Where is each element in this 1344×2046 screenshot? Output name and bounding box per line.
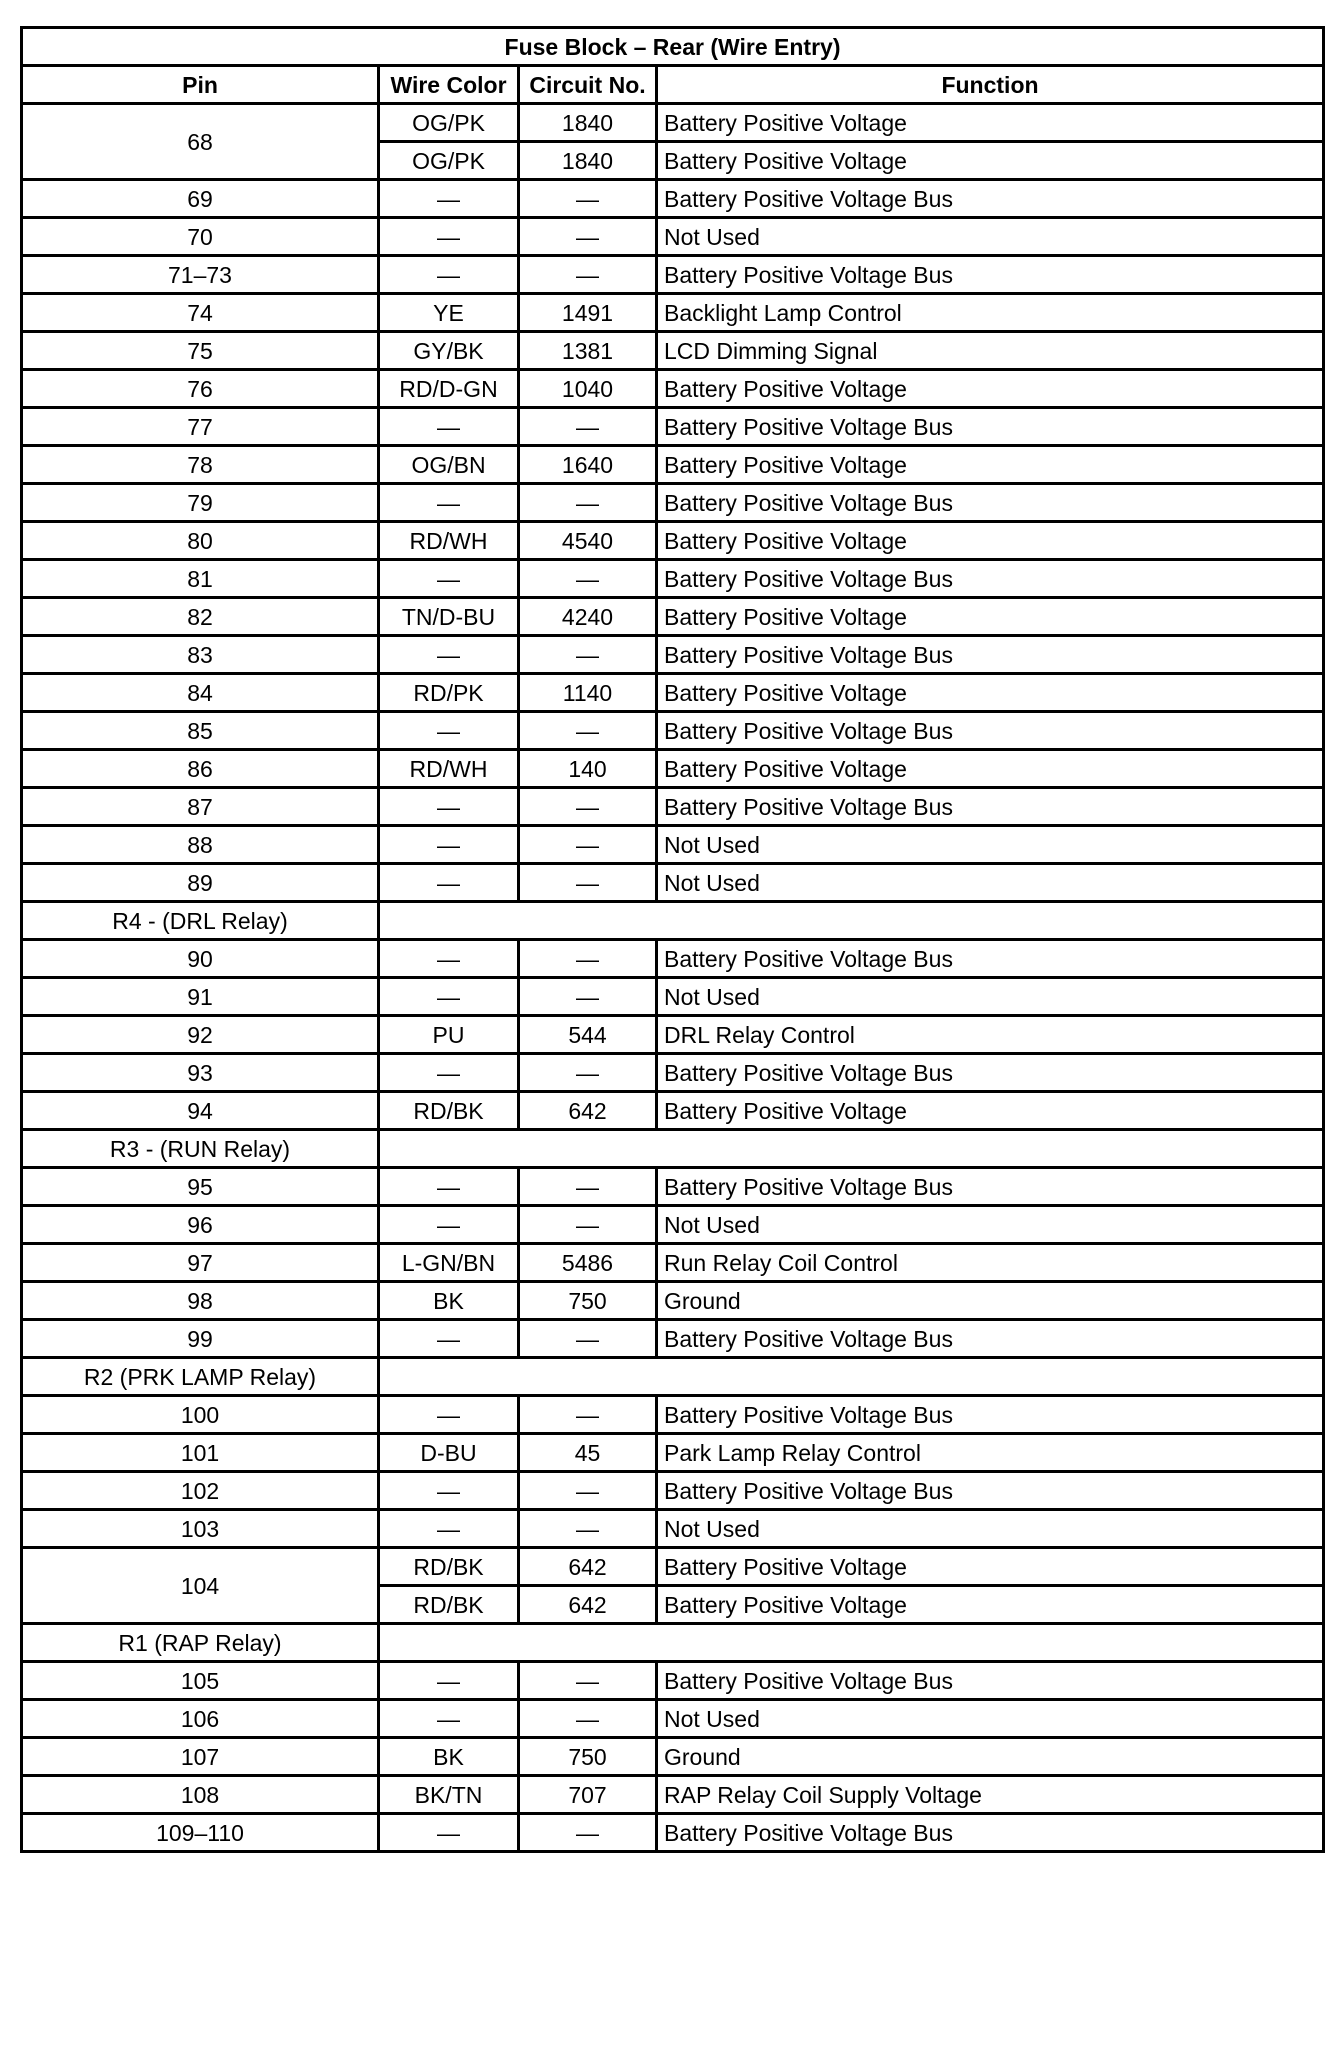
- pin-cell: 104: [22, 1548, 379, 1624]
- function-cell: Not Used: [657, 1510, 1324, 1548]
- pin-cell: 80: [22, 522, 379, 560]
- wire-color-cell: L-GN/BN: [379, 1244, 519, 1282]
- function-cell: Battery Positive Voltage Bus: [657, 1320, 1324, 1358]
- pin-cell: 92: [22, 1016, 379, 1054]
- pin-cell: 102: [22, 1472, 379, 1510]
- circuit-cell: 4540: [519, 522, 657, 560]
- table-row: [22, 1282, 1324, 1320]
- circuit-cell: 1840: [519, 104, 657, 142]
- table-row: [22, 636, 1324, 674]
- pin-cell: 89: [22, 864, 379, 902]
- circuit-cell: 1491: [519, 294, 657, 332]
- circuit-cell: —: [519, 826, 657, 864]
- function-cell: Battery Positive Voltage: [657, 522, 1324, 560]
- pin-cell: 105: [22, 1662, 379, 1700]
- wire-color-cell: —: [379, 218, 519, 256]
- pin-cell: 90: [22, 940, 379, 978]
- title-row: [22, 28, 1324, 66]
- function-cell: Battery Positive Voltage Bus: [657, 712, 1324, 750]
- pin-cell: 81: [22, 560, 379, 598]
- circuit-cell: —: [519, 1814, 657, 1852]
- function-cell: LCD Dimming Signal: [657, 332, 1324, 370]
- circuit-cell: —: [519, 978, 657, 1016]
- circuit-cell: 140: [519, 750, 657, 788]
- circuit-cell: —: [519, 1472, 657, 1510]
- wire-color-cell: —: [379, 180, 519, 218]
- pin-cell: 76: [22, 370, 379, 408]
- function-cell: Battery Positive Voltage Bus: [657, 636, 1324, 674]
- circuit-cell: —: [519, 1662, 657, 1700]
- circuit-cell: —: [519, 864, 657, 902]
- pin-cell: 99: [22, 1320, 379, 1358]
- function-cell: Not Used: [657, 978, 1324, 1016]
- wire-color-cell: —: [379, 712, 519, 750]
- wire-color-cell: —: [379, 1510, 519, 1548]
- function-cell: Battery Positive Voltage Bus: [657, 788, 1324, 826]
- wire-color-cell: BK: [379, 1282, 519, 1320]
- table-row: [22, 294, 1324, 332]
- pin-cell: 98: [22, 1282, 379, 1320]
- pin-cell: 75: [22, 332, 379, 370]
- function-cell: Not Used: [657, 864, 1324, 902]
- table-row: [22, 104, 1324, 142]
- function-cell: Battery Positive Voltage: [657, 446, 1324, 484]
- circuit-cell: —: [519, 1510, 657, 1548]
- fuse-block-document: [20, 26, 1322, 2022]
- section-row: [22, 1624, 1324, 1662]
- function-cell: Battery Positive Voltage: [657, 1586, 1324, 1624]
- circuit-cell: —: [519, 218, 657, 256]
- table-row: [22, 446, 1324, 484]
- pin-cell: 84: [22, 674, 379, 712]
- wire-color-cell: RD/WH: [379, 522, 519, 560]
- section-label: R1 (RAP Relay): [22, 1624, 379, 1662]
- function-cell: Park Lamp Relay Control: [657, 1434, 1324, 1472]
- pin-cell: 94: [22, 1092, 379, 1130]
- pin-cell: 87: [22, 788, 379, 826]
- table-row: [22, 788, 1324, 826]
- circuit-cell: 5486: [519, 1244, 657, 1282]
- section-spacer: [379, 1358, 1324, 1396]
- pin-cell: 85: [22, 712, 379, 750]
- column-header-wire-color: Wire Color: [379, 66, 519, 104]
- circuit-cell: 642: [519, 1548, 657, 1586]
- pin-cell: 106: [22, 1700, 379, 1738]
- wire-color-cell: —: [379, 940, 519, 978]
- pin-cell: 107: [22, 1738, 379, 1776]
- circuit-cell: —: [519, 1396, 657, 1434]
- wire-color-cell: —: [379, 636, 519, 674]
- wire-color-cell: YE: [379, 294, 519, 332]
- table-row: [22, 712, 1324, 750]
- table-row: [22, 1168, 1324, 1206]
- circuit-cell: —: [519, 1320, 657, 1358]
- circuit-cell: 1640: [519, 446, 657, 484]
- wire-color-cell: TN/D-BU: [379, 598, 519, 636]
- function-cell: RAP Relay Coil Supply Voltage: [657, 1776, 1324, 1814]
- circuit-cell: 642: [519, 1586, 657, 1624]
- wire-color-cell: —: [379, 1662, 519, 1700]
- circuit-cell: 1040: [519, 370, 657, 408]
- pin-cell: 86: [22, 750, 379, 788]
- circuit-cell: —: [519, 256, 657, 294]
- pin-cell: 74: [22, 294, 379, 332]
- circuit-cell: 45: [519, 1434, 657, 1472]
- table-row: [22, 1738, 1324, 1776]
- table-title: Fuse Block – Rear (Wire Entry): [22, 28, 1324, 66]
- section-label: R3 - (RUN Relay): [22, 1130, 379, 1168]
- section-spacer: [379, 1624, 1324, 1662]
- table-row: [22, 1472, 1324, 1510]
- table-row: [22, 522, 1324, 560]
- wire-color-cell: BK: [379, 1738, 519, 1776]
- table-row: [22, 826, 1324, 864]
- function-cell: Battery Positive Voltage Bus: [657, 940, 1324, 978]
- pin-cell: 69: [22, 180, 379, 218]
- function-cell: Run Relay Coil Control: [657, 1244, 1324, 1282]
- circuit-cell: —: [519, 712, 657, 750]
- circuit-cell: —: [519, 1700, 657, 1738]
- table-row: [22, 560, 1324, 598]
- pin-cell: 71–73: [22, 256, 379, 294]
- table-row: [22, 1320, 1324, 1358]
- pin-cell: 70: [22, 218, 379, 256]
- wire-color-cell: RD/PK: [379, 674, 519, 712]
- section-row: [22, 1130, 1324, 1168]
- pin-cell: 88: [22, 826, 379, 864]
- function-cell: Not Used: [657, 218, 1324, 256]
- column-header-circuit-no: Circuit No.: [519, 66, 657, 104]
- fuse-block-table: [20, 26, 1325, 1853]
- function-cell: Battery Positive Voltage: [657, 142, 1324, 180]
- pin-cell: 93: [22, 1054, 379, 1092]
- pin-cell: 109–110: [22, 1814, 379, 1852]
- section-row: [22, 902, 1324, 940]
- table-row: [22, 256, 1324, 294]
- table-body: [22, 104, 1324, 1852]
- pin-cell: 96: [22, 1206, 379, 1244]
- table-row: [22, 1016, 1324, 1054]
- header-row: [22, 66, 1324, 104]
- wire-color-cell: RD/WH: [379, 750, 519, 788]
- wire-color-cell: RD/BK: [379, 1092, 519, 1130]
- function-cell: Not Used: [657, 1700, 1324, 1738]
- section-spacer: [379, 902, 1324, 940]
- wire-color-cell: —: [379, 1472, 519, 1510]
- table-row: [22, 1244, 1324, 1282]
- function-cell: Backlight Lamp Control: [657, 294, 1324, 332]
- wire-color-cell: —: [379, 1206, 519, 1244]
- circuit-cell: —: [519, 788, 657, 826]
- wire-color-cell: —: [379, 560, 519, 598]
- wire-color-cell: GY/BK: [379, 332, 519, 370]
- wire-color-cell: D-BU: [379, 1434, 519, 1472]
- function-cell: Battery Positive Voltage Bus: [657, 408, 1324, 446]
- function-cell: Not Used: [657, 1206, 1324, 1244]
- function-cell: Battery Positive Voltage: [657, 1092, 1324, 1130]
- section-label: R4 - (DRL Relay): [22, 902, 379, 940]
- wire-color-cell: —: [379, 788, 519, 826]
- table-row: [22, 1776, 1324, 1814]
- wire-color-cell: —: [379, 1814, 519, 1852]
- function-cell: Battery Positive Voltage: [657, 104, 1324, 142]
- circuit-cell: 750: [519, 1282, 657, 1320]
- table-row: [22, 1548, 1324, 1586]
- circuit-cell: —: [519, 1054, 657, 1092]
- table-row: [22, 370, 1324, 408]
- circuit-cell: 1381: [519, 332, 657, 370]
- circuit-cell: 1840: [519, 142, 657, 180]
- wire-color-cell: PU: [379, 1016, 519, 1054]
- function-cell: Battery Positive Voltage Bus: [657, 256, 1324, 294]
- function-cell: Battery Positive Voltage Bus: [657, 1396, 1324, 1434]
- pin-cell: 79: [22, 484, 379, 522]
- section-row: [22, 1358, 1324, 1396]
- table-row: [22, 750, 1324, 788]
- table-row: [22, 1510, 1324, 1548]
- wire-color-cell: —: [379, 1396, 519, 1434]
- pin-cell: 91: [22, 978, 379, 1016]
- table-row: [22, 1434, 1324, 1472]
- wire-color-cell: BK/TN: [379, 1776, 519, 1814]
- pin-cell: 101: [22, 1434, 379, 1472]
- circuit-cell: 4240: [519, 598, 657, 636]
- pin-cell: 78: [22, 446, 379, 484]
- function-cell: Battery Positive Voltage Bus: [657, 484, 1324, 522]
- wire-color-cell: —: [379, 1054, 519, 1092]
- section-spacer: [379, 1130, 1324, 1168]
- wire-color-cell: —: [379, 978, 519, 1016]
- table-row: [22, 674, 1324, 712]
- table-row: [22, 408, 1324, 446]
- circuit-cell: 750: [519, 1738, 657, 1776]
- wire-color-cell: OG/PK: [379, 104, 519, 142]
- circuit-cell: 544: [519, 1016, 657, 1054]
- circuit-cell: —: [519, 180, 657, 218]
- wire-color-cell: —: [379, 408, 519, 446]
- table-row: [22, 598, 1324, 636]
- wire-color-cell: —: [379, 256, 519, 294]
- circuit-cell: 707: [519, 1776, 657, 1814]
- function-cell: Battery Positive Voltage: [657, 1548, 1324, 1586]
- circuit-cell: —: [519, 636, 657, 674]
- table-row: [22, 1662, 1324, 1700]
- column-header-function: Function: [657, 66, 1324, 104]
- circuit-cell: —: [519, 484, 657, 522]
- function-cell: Battery Positive Voltage Bus: [657, 1054, 1324, 1092]
- wire-color-cell: —: [379, 826, 519, 864]
- function-cell: Battery Positive Voltage: [657, 750, 1324, 788]
- wire-color-cell: —: [379, 1168, 519, 1206]
- function-cell: Battery Positive Voltage: [657, 370, 1324, 408]
- wire-color-cell: RD/BK: [379, 1586, 519, 1624]
- table-row: [22, 1814, 1324, 1852]
- wire-color-cell: OG/BN: [379, 446, 519, 484]
- column-header-pin: Pin: [22, 66, 379, 104]
- function-cell: Battery Positive Voltage Bus: [657, 1814, 1324, 1852]
- table-row: [22, 1054, 1324, 1092]
- section-label: R2 (PRK LAMP Relay): [22, 1358, 379, 1396]
- wire-color-cell: OG/PK: [379, 142, 519, 180]
- function-cell: Battery Positive Voltage Bus: [657, 1168, 1324, 1206]
- pin-cell: 100: [22, 1396, 379, 1434]
- wire-color-cell: —: [379, 1320, 519, 1358]
- table-row: [22, 1206, 1324, 1244]
- pin-cell: 103: [22, 1510, 379, 1548]
- function-cell: Ground: [657, 1282, 1324, 1320]
- pin-cell: 108: [22, 1776, 379, 1814]
- function-cell: Battery Positive Voltage: [657, 598, 1324, 636]
- table-row: [22, 1092, 1324, 1130]
- table-row: [22, 1396, 1324, 1434]
- pin-cell: 68: [22, 104, 379, 180]
- table-row: [22, 940, 1324, 978]
- circuit-cell: —: [519, 1168, 657, 1206]
- function-cell: Ground: [657, 1738, 1324, 1776]
- pin-cell: 97: [22, 1244, 379, 1282]
- wire-color-cell: —: [379, 1700, 519, 1738]
- wire-color-cell: RD/BK: [379, 1548, 519, 1586]
- function-cell: Battery Positive Voltage: [657, 674, 1324, 712]
- circuit-cell: —: [519, 940, 657, 978]
- table-row: [22, 218, 1324, 256]
- circuit-cell: —: [519, 408, 657, 446]
- function-cell: Battery Positive Voltage Bus: [657, 1472, 1324, 1510]
- pin-cell: 82: [22, 598, 379, 636]
- pin-cell: 83: [22, 636, 379, 674]
- wire-color-cell: —: [379, 484, 519, 522]
- table-row: [22, 1700, 1324, 1738]
- function-cell: Not Used: [657, 826, 1324, 864]
- table-row: [22, 180, 1324, 218]
- circuit-cell: —: [519, 1206, 657, 1244]
- circuit-cell: 642: [519, 1092, 657, 1130]
- pin-cell: 95: [22, 1168, 379, 1206]
- table-row: [22, 864, 1324, 902]
- table-row: [22, 484, 1324, 522]
- pin-cell: 77: [22, 408, 379, 446]
- function-cell: Battery Positive Voltage Bus: [657, 180, 1324, 218]
- function-cell: Battery Positive Voltage Bus: [657, 560, 1324, 598]
- wire-color-cell: —: [379, 864, 519, 902]
- wire-color-cell: RD/D-GN: [379, 370, 519, 408]
- table-row: [22, 332, 1324, 370]
- function-cell: DRL Relay Control: [657, 1016, 1324, 1054]
- circuit-cell: 1140: [519, 674, 657, 712]
- table-row: [22, 978, 1324, 1016]
- function-cell: Battery Positive Voltage Bus: [657, 1662, 1324, 1700]
- circuit-cell: —: [519, 560, 657, 598]
